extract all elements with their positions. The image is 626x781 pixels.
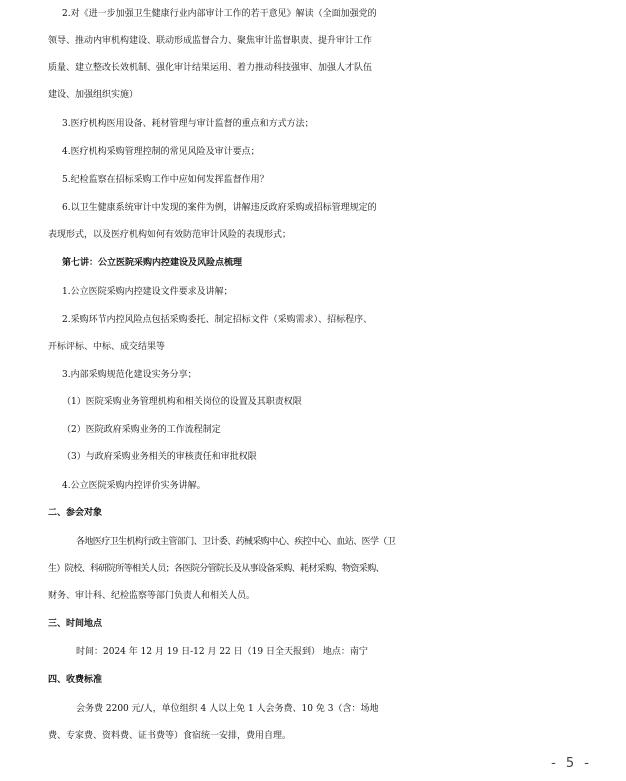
text-line: （3）与政府采购业务相关的审核责任和审批权限 [62, 452, 257, 462]
section-heading: 二、参会对象 [48, 508, 103, 518]
text-line: 1.公立医院采购内控建设文件要求及讲解； [62, 287, 233, 297]
text-line: 2.采购环节内控风险点包括采购委托、制定招标文件（采购需求）、招标程序、 [62, 315, 373, 325]
text-line: 时间：2024 年 12 月 19 日-12 月 22 日（19 日全天报到） 地点：南宁 [76, 647, 368, 657]
text-line: 4.医疗机构采购管理控制的常见风险及审计要点； [62, 147, 260, 157]
text-line: 6.以卫生健康系统审计中发现的案件为例，讲解违反政府采购或招标管理规定的 [62, 203, 377, 213]
text-line: 财务、审计科、纪检监察等部门负责人和相关人员。 [48, 591, 256, 601]
section-heading: 第七讲：公立医院采购内控建设及风险点梳理 [62, 258, 243, 268]
text-line: 3.内部采购规范化建设实务分享； [62, 370, 197, 380]
text-line: 领导、推动内审机构建设、联动形成监督合力、聚焦审计监督职责、提升审计工作 [48, 36, 373, 46]
text-line: （1）医院采购业务管理机构和相关岗位的设置及其职责权限 [62, 397, 302, 407]
section-heading: 三、时间地点 [48, 619, 103, 629]
text-line: 费、专家费、资料费、证书费等）食宿统一安排，费用自理。 [48, 731, 292, 741]
text-line: 质量、建立整改长效机制、强化审计结果运用、着力推动科技强审、加强人才队伍 [48, 63, 373, 73]
text-line: 2.对《进一步加强卫生健康行业内部审计工作的若干意见》解读（全面加强党的 [62, 9, 377, 19]
text-line: 3.医疗机构医用设备、耗材管理与审计监督的重点和方式方法； [62, 119, 314, 129]
text-line: 5.纪检监察在招标采购工作中应如何发挥监督作用？ [62, 175, 269, 185]
text-line: 开标评标、中标、成交结果等 [48, 342, 166, 352]
text-line: 各地医疗卫生机构行政主管部门、卫计委、药械采购中心、疾控中心、血站、医学（卫 [76, 537, 396, 547]
text-line: 4.公立医院采购内控评价实务讲解。 [62, 481, 206, 491]
text-line: （2）医院政府采购业务的工作流程制定 [62, 425, 221, 435]
text-line: 建设、加强组织实施） [48, 90, 139, 100]
text-line: 会务费 2200 元/人，单位组织 4 人以上免 1 人会务费、10 免 3（含：场地 [76, 704, 379, 714]
section-heading: 四、收费标准 [48, 675, 103, 685]
page-number: - 5 - [551, 756, 592, 771]
text-line: 生）院校、科研院所等相关人员；各医院分管院长及从事设备采购、耗材采购、物资采购、 [48, 564, 385, 574]
text-line: 表现形式，以及医疗机构如何有效防范审计风险的表现形式； [48, 230, 292, 240]
